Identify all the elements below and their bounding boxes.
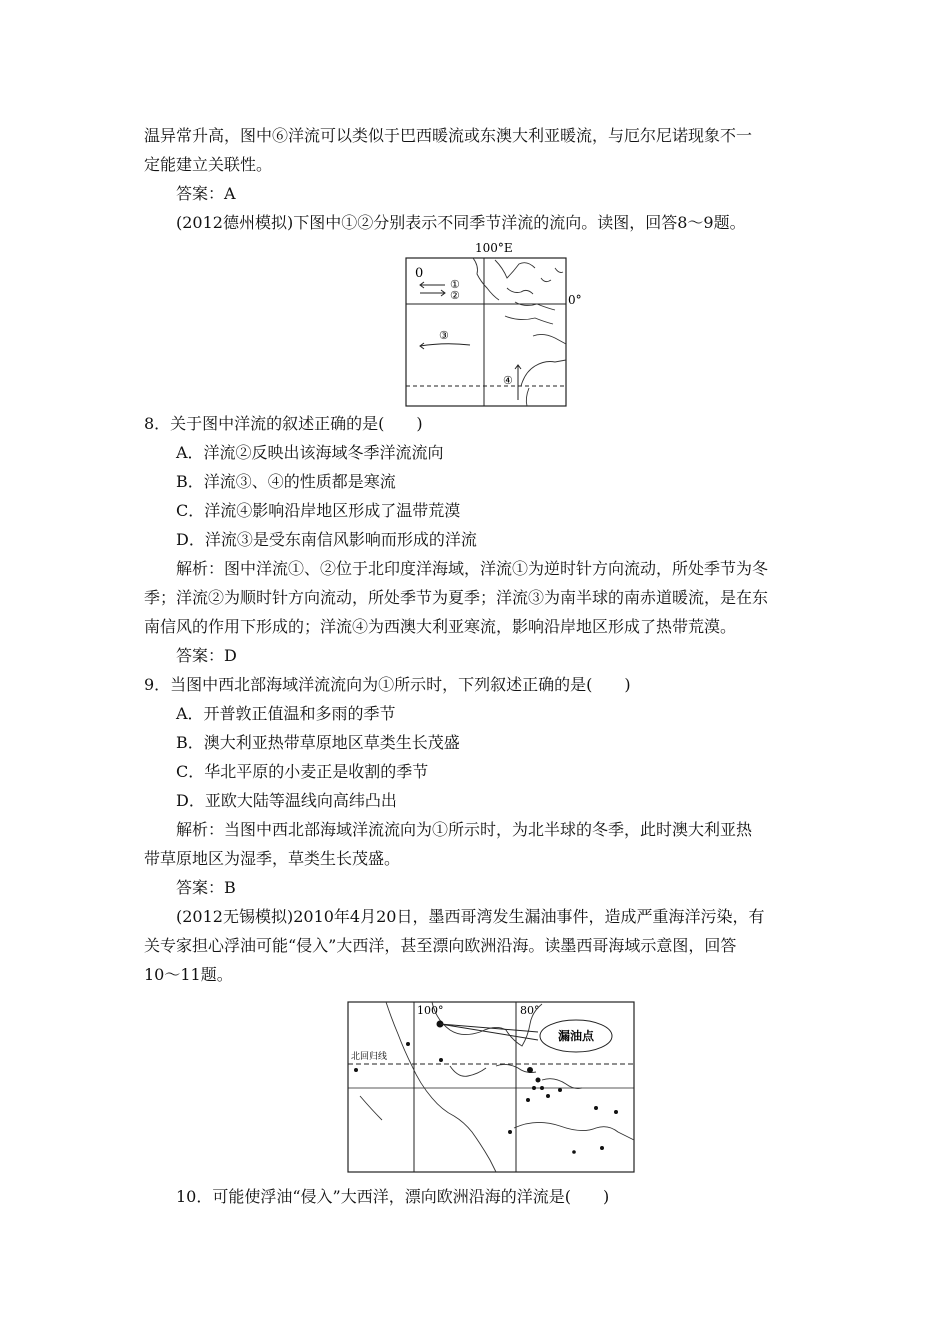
gulf-of-mexico-map bbox=[346, 1000, 636, 1174]
analysis-9-line2: 带草原地区为湿季，草类生长茂盛。 bbox=[144, 849, 401, 868]
analysis-8-line2: 季；洋流②为顺时针方向流动，所处季节为夏季；洋流③为南半球的南赤道暖流，是在东 bbox=[144, 588, 769, 607]
current-1-label: ① bbox=[450, 278, 460, 291]
answer-9: 答案：B bbox=[176, 878, 236, 897]
option-9a: A．开普敦正值温和多雨的季节 bbox=[176, 704, 396, 723]
current-4-label: ④ bbox=[503, 374, 513, 387]
option-8c: C．洋流④影响沿岸地区形成了温带荒漠 bbox=[176, 501, 461, 520]
current-2-label: ② bbox=[450, 289, 460, 302]
callout-line-2 bbox=[440, 1024, 538, 1040]
question-9: 9．当图中西北部海域洋流流向为①所示时，下列叙述正确的是( ) bbox=[144, 675, 631, 694]
current-3-arrow bbox=[420, 344, 470, 346]
answer-8: 答案：D bbox=[176, 646, 237, 665]
coastline bbox=[473, 258, 566, 406]
question-8: 8．关于图中洋流的叙述正确的是( ) bbox=[144, 414, 423, 433]
ocean-current-map bbox=[395, 238, 585, 408]
lat-label: 0° bbox=[568, 293, 582, 307]
intro-10-11-line3: 10～11题。 bbox=[144, 965, 233, 984]
zero-mark: 0 bbox=[415, 266, 424, 281]
current-3-label: ③ bbox=[439, 329, 449, 342]
intro-8-9: (2012德州模拟)下图中①②分别表示不同季节洋流的流向。读图，回答8～9题。 bbox=[176, 213, 746, 232]
option-9d: D．亚欧大陆等温线向高纬凸出 bbox=[176, 791, 397, 810]
map-frame bbox=[406, 258, 566, 406]
callout-label: 漏油点 bbox=[558, 1029, 595, 1043]
intro-10-11-line2: 关专家担心浮油可能“侵入”大西洋，甚至漂向欧洲沿海。读墨西哥海域示意图，回答 bbox=[144, 936, 737, 955]
lon-label: 100°E bbox=[475, 241, 513, 255]
option-8d: D．洋流③是受东南信风影响而形成的洋流 bbox=[176, 530, 477, 549]
option-8b: B．洋流③、④的性质都是寒流 bbox=[176, 472, 396, 491]
option-9b: B．澳大利亚热带草原地区草类生长茂盛 bbox=[176, 733, 460, 752]
analysis-8-line1: 解析：图中洋流①、②位于北印度洋海域，洋流①为逆时针方向流动，所处季节为冬 bbox=[176, 559, 769, 578]
tropic-label: 北回归线 bbox=[351, 1052, 388, 1062]
callout-line-1 bbox=[440, 1024, 538, 1032]
analysis-8-line3: 南信风的作用下形成的；洋流④为西澳大利亚寒流，影响沿岸地区形成了热带荒漠。 bbox=[144, 617, 737, 636]
option-8a: A．洋流②反映出该海域冬季洋流流向 bbox=[176, 443, 444, 462]
lon-80-label: 80° bbox=[520, 1004, 540, 1017]
analysis-9-line1: 解析：当图中西北部海域洋流流向为①所示时，为北半球的冬季，此时澳大利亚热 bbox=[176, 820, 753, 839]
line-2: 定能建立关联性。 bbox=[144, 155, 273, 174]
option-9c: C．华北平原的小麦正是收割的季节 bbox=[176, 762, 429, 781]
answer-7: 答案：A bbox=[176, 184, 236, 203]
intro-10-11-line1: (2012无锡模拟)2010年4月20日，墨西哥湾发生漏油事件，造成严重海洋污染，有 bbox=[176, 907, 765, 926]
question-10: 10．可能使浮油“侵入”大西洋，漂向欧洲沿海的洋流是( ) bbox=[176, 1187, 610, 1206]
lon-100-label: 100° bbox=[417, 1004, 444, 1017]
line-1: 温异常升高，图中⑥洋流可以类似于巴西暖流或东澳大利亚暖流，与厄尔尼诺现象不一 bbox=[144, 126, 753, 145]
